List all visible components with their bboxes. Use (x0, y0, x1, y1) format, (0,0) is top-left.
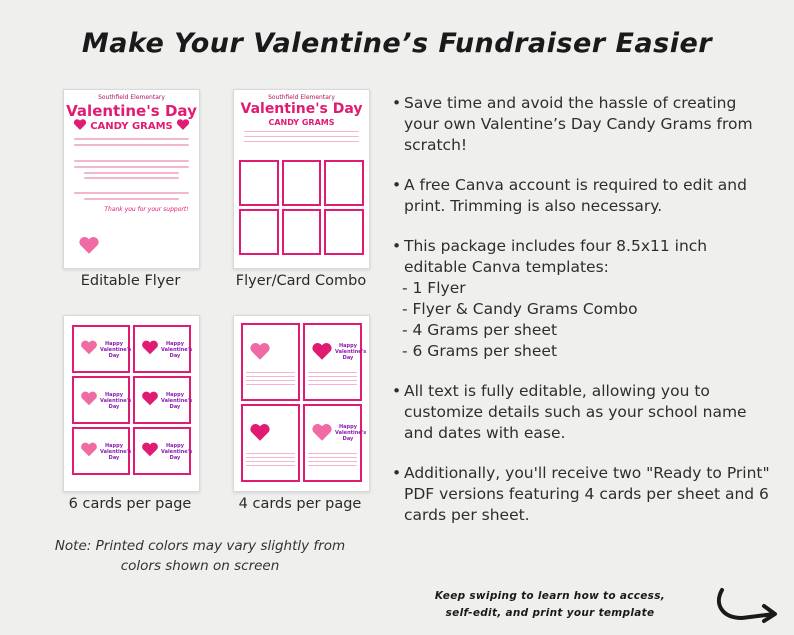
caption-six-cards: 6 cards per page (68, 496, 192, 512)
feature-item: • All text is fully editable, allowing you to customize details such as your school name and dates with ease. (392, 382, 747, 442)
flyer-thumbnail (63, 89, 200, 269)
page-title: Make Your Valentine’s Fundraiser Easier (81, 28, 713, 59)
mini-card: Happy Valentine's Day (133, 427, 191, 475)
mini-card (324, 209, 364, 255)
mini-card (241, 404, 300, 482)
feature-item: • Save time and avoid the hassle of creating your own Valentine’s Day Candy Grams from scratch! (392, 94, 753, 154)
combo-thumbnail (233, 89, 370, 269)
heart-icon (80, 390, 98, 408)
flyer-school: Southfield Elementary (98, 94, 165, 101)
feature-list (392, 93, 772, 545)
heart-icon (80, 441, 98, 459)
caption-combo: Flyer/Card Combo (235, 273, 367, 289)
swipe-note: Keep swiping to learn how to access, self-edit, and print your template (434, 590, 666, 619)
feature-item: • This package includes four 8.5x11 inch editable Canva templates: - 1 Flyer - Flyer & Candy Grams Combo - 4 Grams per sheet - 6 Grams per sheet (392, 236, 772, 362)
heart-icon (78, 235, 100, 257)
heart-icon (249, 341, 271, 363)
combo-school: Southfield Elementary (268, 94, 335, 101)
heart-icon (311, 341, 333, 363)
heart-icon (80, 339, 98, 357)
heart-icon (311, 422, 333, 444)
mini-card (324, 160, 364, 206)
feature-item: • A free Canva account is required to edit and print. Trimming is also necessary. (392, 176, 747, 215)
mini-card (241, 323, 300, 401)
heart-icon (141, 441, 159, 459)
mini-card: Happy Valentine's Day (303, 323, 362, 401)
heart-icon (141, 390, 159, 408)
heart-icon (249, 422, 271, 444)
sub-item: - 4 Grams per sheet (402, 321, 558, 339)
heart-icon (141, 339, 159, 357)
mini-card: Happy Valentine's Day (133, 376, 191, 424)
flyer-thanks: Thank you for your support! (104, 206, 189, 213)
mini-card: Happy Valentine's Day (133, 325, 191, 373)
mini-card (239, 209, 279, 255)
heart-icon (73, 118, 87, 132)
combo-subheading: CANDY GRAMS (268, 118, 335, 127)
combo-heading: Valentine's Day (240, 101, 363, 117)
mini-card: Happy Valentine's Day (72, 427, 130, 475)
mini-card (282, 160, 322, 206)
sub-item: - Flyer & Candy Grams Combo (402, 300, 638, 318)
caption-four-cards: 4 cards per page (238, 496, 362, 512)
mini-card (239, 160, 279, 206)
caption-editable-flyer: Editable Flyer (80, 273, 181, 289)
color-note: Note: Printed colors may vary slightly from colors shown on screen (54, 538, 346, 574)
mini-card: Happy Valentine's Day (303, 404, 362, 482)
mini-card: Happy Valentine's Day (72, 325, 130, 373)
mini-card (282, 209, 322, 255)
feature-item: • Additionally, you'll receive two "Ready to Print" PDF versions featuring 4 cards per sheet and 6 cards per sheet. (392, 464, 770, 524)
sub-item: - 1 Flyer (402, 279, 466, 297)
curved-arrow-icon (712, 584, 782, 624)
heart-icon (176, 118, 190, 132)
sub-item: - 6 Grams per sheet (402, 342, 558, 360)
four-cards-thumbnail (233, 315, 370, 492)
mini-card: Happy Valentine's Day (72, 376, 130, 424)
flyer-heading: Valentine's Day (66, 102, 197, 120)
flyer-subheading: CANDY GRAMS (90, 121, 173, 132)
six-cards-thumbnail (63, 315, 200, 492)
